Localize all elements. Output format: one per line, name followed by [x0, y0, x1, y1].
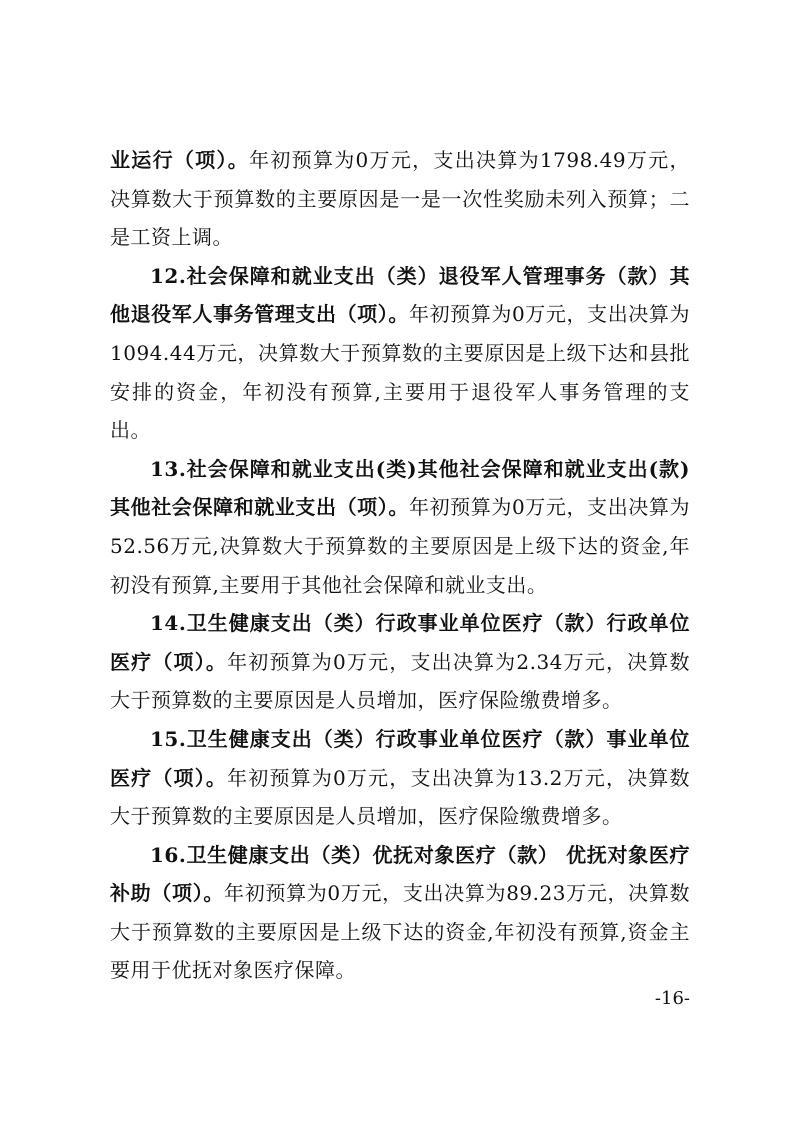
paragraph-heading: 业运行（项）。: [110, 148, 250, 172]
paragraph-item-14: [110, 604, 690, 720]
paragraph-item-13: [110, 450, 690, 604]
paragraph-text: 年初预算为0万元，支出决算为2.34万元，决算数大于预算数的主要原因是人员增加，医疗保险缴费增多。: [110, 649, 690, 713]
paragraph-text: 年初预算为0万元，支出决算为89.23万元，决算数大于预算数的主要原因是上级下达的资金,年初没有预算,资金主要用于优抚对象医疗保障。: [110, 881, 691, 983]
page-number: -16-: [654, 988, 690, 1009]
paragraph-heading: 15.卫生健康支出（类）行政事业单位医疗（款）事业单位医疗（项）。: [110, 726, 690, 790]
paragraph-item-15: [110, 720, 690, 836]
paragraph-item-16: [110, 836, 690, 990]
paragraph-heading: 14.卫生健康支出（类）行政事业单位医疗（款）行政单位医疗（项）。: [110, 611, 690, 674]
paragraph-text: 年初预算为0万元，支出决算为1798.49万元，决算数大于预算数的主要原因是一是一次性奖励未列入预算；二是工资上调。: [110, 148, 690, 250]
paragraph-heading: 12.社会保障和就业支出（类）退役军人管理事务（款）其他退役军人事务管理支出（项）。: [110, 263, 690, 327]
paragraph-heading: 13.社会保障和就业支出(类)其他社会保障和就业支出(款)其他社会保障和就业支出（项）。: [110, 456, 690, 520]
paragraph-text: 年初预算为0万元，支出决算为52.56万元,决算数大于预算数的主要原因是上级下达的资金,年初没有预算,主要用于其他社会保障和就业支出。: [110, 495, 690, 597]
document-body: [110, 141, 690, 990]
paragraph-continued: [110, 141, 690, 257]
paragraph-text: 年初预算为0万元，支出决算为1094.44万元，决算数大于预算数的主要原因是上级下达和县批安排的资金，年初没有预算,主要用于退役军人事务管理的支出。: [110, 302, 690, 443]
paragraph-heading: 16.卫生健康支出（类）优抚对象医疗（款） 优抚对象医疗补助（项）。: [110, 842, 690, 906]
paragraph-item-12: [110, 257, 690, 450]
paragraph-text: 年初预算为0万元，支出决算为13.2万元，决算数大于预算数的主要原因是人员增加，医疗保险缴费增多。: [110, 765, 690, 829]
